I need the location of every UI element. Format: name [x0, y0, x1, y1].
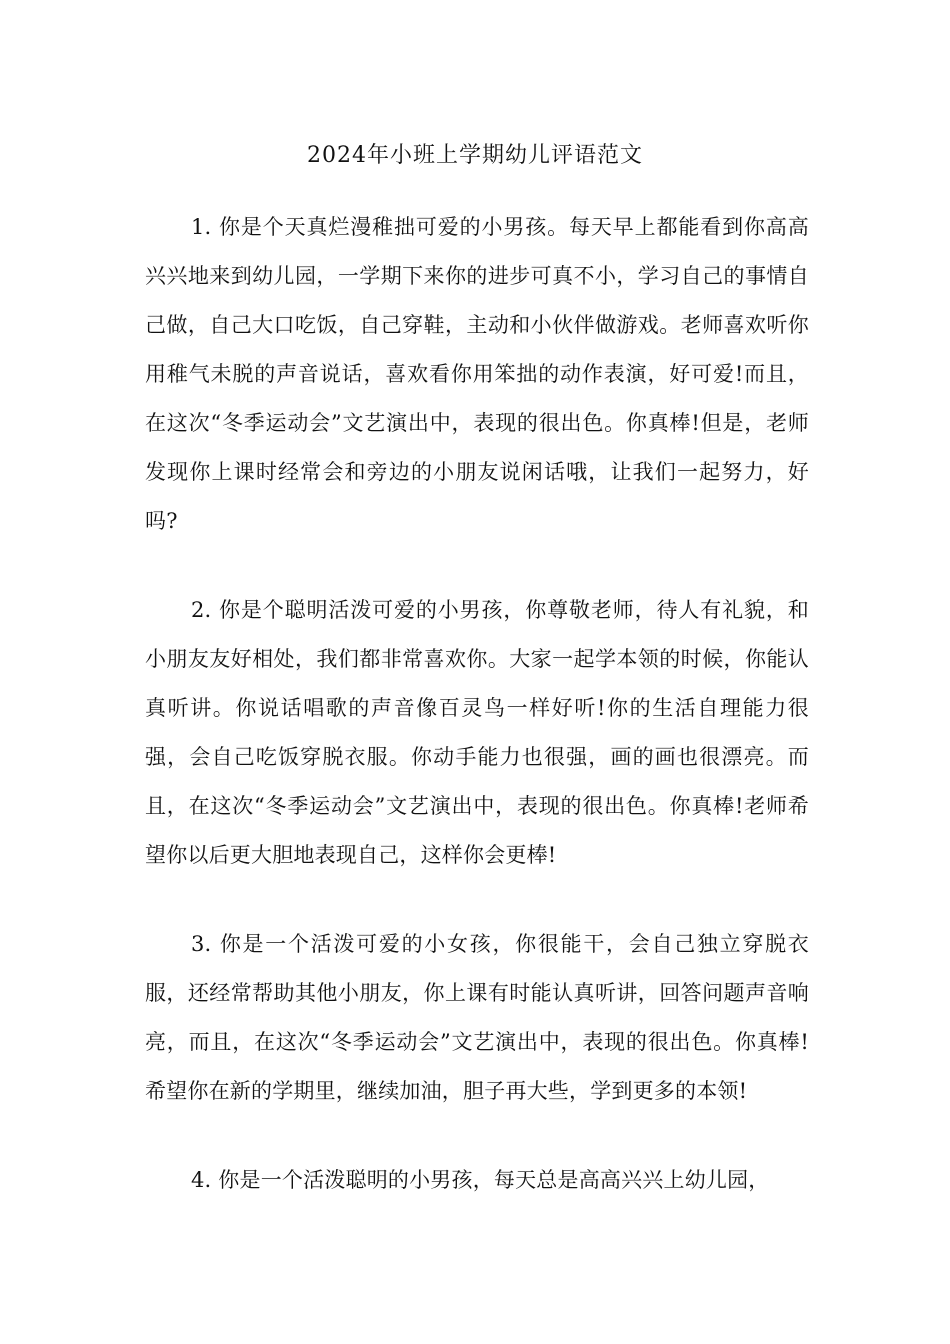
document-body	[145, 203, 809, 1245]
comment-paragraph-4: 4. 你是一个活泼聪明的小男孩，每天总是高高兴兴上幼儿园，	[191, 1168, 770, 1192]
comment-paragraph-1: 1. 你是个天真烂漫稚拙可爱的小男孩。每天早上都能看到你高高兴兴地来到幼儿园，一学期下来你的进步可真不小，学习自己的事情自己做，自己大口吃饭，自己穿鞋，主动和小伙伴做游戏。老师喜欢听你用稚气未脱的声音说话，喜欢看你用笨拙的动作表演，好可爱!而且，在这次“冬季运动会”文艺演出中，表现的很出色。你真棒!但是，老师发现你上课时经常会和旁边的小朋友说闲话哦，让我们一起努力，好吗?	[145, 215, 809, 533]
document-title: 2024年小班上学期幼儿评语范文	[307, 143, 643, 168]
comment-paragraph-2: 2. 你是个聪明活泼可爱的小男孩，你尊敬老师，待人有礼貌，和小朋友友好相处，我们都非常喜欢你。大家一起学本领的时候，你能认真听讲。你说话唱歌的声音像百灵鸟一样好听!你的生活自理能力很强，会自己吃饭穿脱衣服。你动手能力也很强，画的画也很漂亮。而且，在这次“冬季运动会”文艺演出中，表现的很出色。你真棒!老师希望你以后更大胆地表现自己，这样你会更棒!	[145, 598, 809, 867]
comment-paragraph-3: 3. 你是一个活泼可爱的小女孩，你很能干，会自己独立穿脱衣服，还经常帮助其他小朋友，你上课有时能认真听讲，回答问题声音响亮，而且，在这次“冬季运动会”文艺演出中，表现的很出色。你真棒!希望你在新的学期里，继续加油，胆子再大些，学到更多的本领!	[145, 932, 809, 1103]
